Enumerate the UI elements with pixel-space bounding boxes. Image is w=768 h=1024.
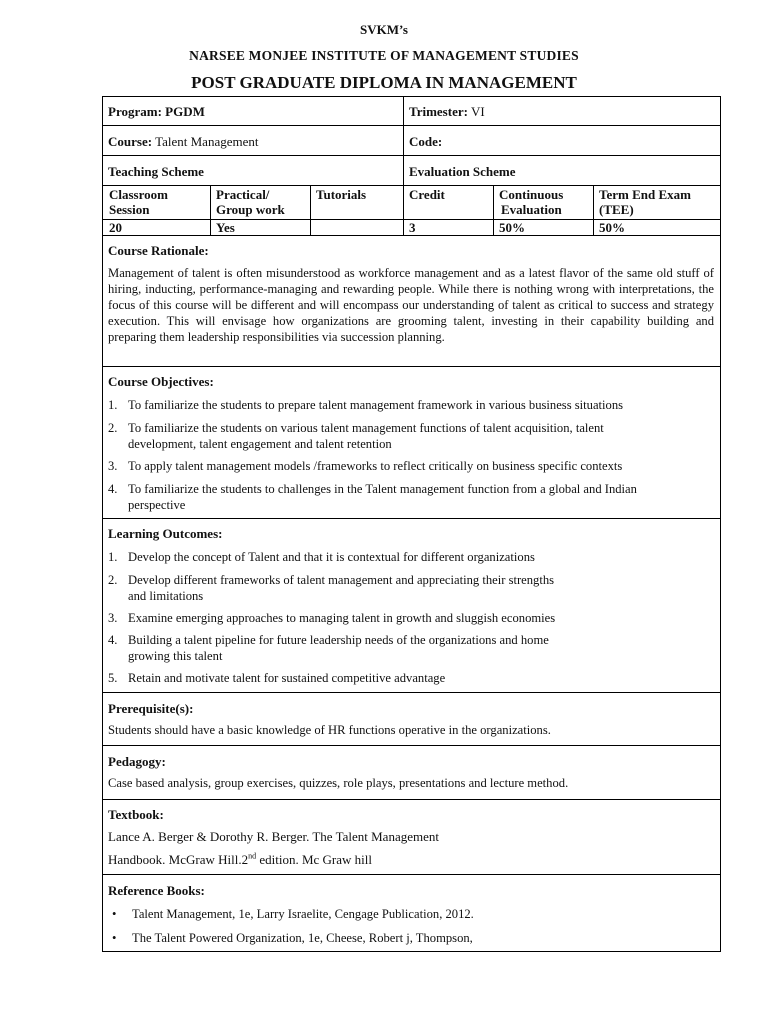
divider: [102, 745, 721, 746]
divider: [102, 185, 721, 186]
reference-item: • The Talent Powered Organization, 1e, Cheese, Robert j, Thompson,: [112, 931, 473, 945]
divider: [102, 799, 721, 800]
trimester-label: Trimester:: [409, 104, 468, 119]
objective-item: 1. To familiarize the students to prepare talent management framework in various business situations: [108, 398, 624, 412]
program-title: POST GRADUATE DIPLOMA IN MANAGEMENT: [191, 73, 577, 92]
evaluation-scheme-label: Evaluation Scheme: [409, 164, 516, 179]
scheme-header-credit: Credit: [409, 187, 445, 202]
scheme-header-tee: Term End Exam (TEE): [599, 187, 691, 217]
textbook-line1: Lance A. Berger & Dorothy R. Berger. The Talent Management: [108, 829, 439, 844]
rationale-text: Management of talent is often misunderstood as workforce management and as a latest flavor of the same old stuff of hiring, inducting, performance-managing and rewarding people. While there is nothing wrong with interpretations, the focus of this course will be different and will encompass our understanding of talent as critical to success and strategy execution. This will envisage how organizations are grooming talent, investing in their capability building and preparing them leadership responsibilities via succession planning.: [108, 266, 714, 344]
trimester-row: [409, 104, 485, 119]
objective-item: 4. To familiarize the students to challenges in the Talent management function from a global and Indian perspective: [108, 482, 637, 512]
scheme-header-tutorials: Tutorials: [316, 187, 367, 202]
divider: [102, 125, 721, 126]
divider: [210, 185, 211, 235]
divider: [403, 185, 404, 235]
scheme-value-classroom: 20: [109, 220, 122, 235]
outcome-item: 1. Develop the concept of Talent and that it is contextual for different organizations: [108, 550, 535, 564]
scheme-value-continuous: 50%: [499, 220, 525, 235]
scheme-value-practical: Yes: [216, 220, 235, 235]
divider: [493, 185, 494, 235]
divider: [102, 155, 721, 156]
divider: [102, 692, 721, 693]
reference-item: • Talent Management, 1e, Larry Israelite, Cengage Publication, 2012.: [112, 907, 474, 921]
objective-item: 3. To apply talent management models /frameworks to reflect critically on business specific contexts: [108, 459, 623, 473]
textbook-title: Textbook:: [108, 807, 164, 822]
prerequisites-text: Students should have a basic knowledge of HR functions operative in the organizations.: [108, 723, 551, 737]
prerequisites-title: Prerequisite(s):: [108, 701, 194, 716]
divider: [102, 874, 721, 875]
institute-name: NARSEE MONJEE INSTITUTE OF MANAGEMENT STUDIES: [189, 48, 579, 63]
program-value: PGDM: [165, 104, 205, 119]
pedagogy-text: Case based analysis, group exercises, quizzes, role plays, presentations and lecture method.: [108, 776, 569, 790]
course-value: Talent Management: [155, 134, 259, 149]
org-name: SVKM’s: [360, 22, 408, 37]
outcome-item: 2. Develop different frameworks of talent management and appreciating their strengths and limitations: [108, 573, 555, 603]
course-label: Course:: [108, 134, 153, 149]
outcome-item: 3. Examine emerging approaches to managing talent in growth and sluggish economies: [108, 611, 556, 625]
divider: [102, 235, 721, 236]
code-label: Code:: [409, 134, 443, 149]
divider: [403, 96, 404, 185]
rationale-title: Course Rationale:: [108, 243, 209, 258]
objectives-title: Course Objectives:: [108, 374, 214, 389]
objective-item: 2. To familiarize the students on various talent management functions of talent acquisition, talent development, talent engagement and talent retention: [108, 421, 604, 451]
scheme-value-credit: 3: [409, 220, 416, 235]
bullet-icon: •: [112, 907, 117, 921]
teaching-scheme-label: Teaching Scheme: [108, 164, 204, 179]
divider: [310, 185, 311, 235]
program-label: Program:: [108, 104, 162, 119]
pedagogy-title: Pedagogy:: [108, 754, 166, 769]
course-row: [108, 134, 258, 149]
scheme-header-practical: Practical/ Group work: [216, 187, 285, 217]
outcome-item: 5. Retain and motivate talent for sustained competitive advantage: [108, 671, 446, 685]
outcome-item: 4. Building a talent pipeline for future leadership needs of the organizations and home growing this talent: [108, 633, 549, 663]
outcomes-title: Learning Outcomes:: [108, 526, 223, 541]
bullet-icon: •: [112, 931, 117, 945]
program-row: [108, 104, 205, 119]
references-title: Reference Books:: [108, 883, 205, 898]
scheme-header-classroom: Classroom Session: [109, 187, 168, 217]
scheme-header-continuous: Continuous Evaluation: [499, 187, 564, 217]
divider: [102, 518, 721, 519]
trimester-value: VI: [470, 104, 485, 119]
scheme-value-tee: 50%: [599, 220, 625, 235]
textbook-line2: Handbook. McGraw Hill.2nd edition. Mc Graw hill: [108, 851, 372, 867]
divider: [102, 366, 721, 367]
divider: [593, 185, 594, 235]
